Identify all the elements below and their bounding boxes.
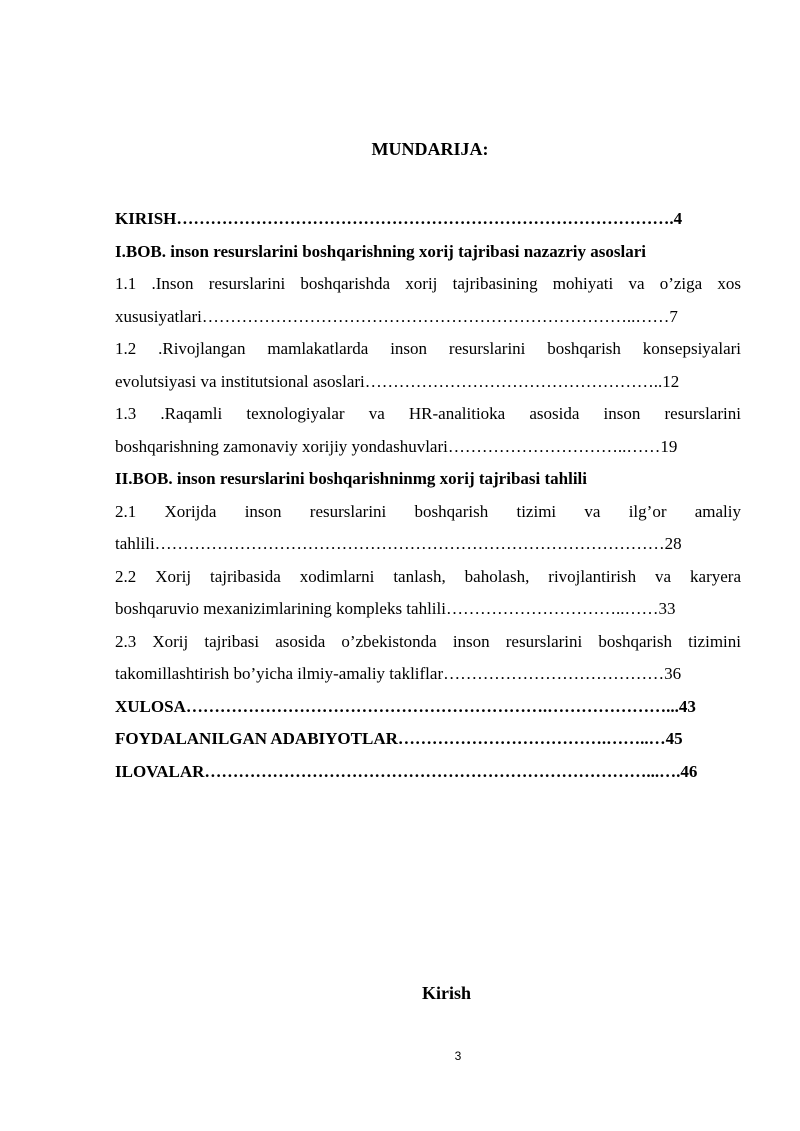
toc-entry-1-3-cont: boshqarishning zamonaviy xorijiy yondashuvlari…………………………..……19	[115, 436, 678, 456]
toc-title: MUNDARIJA:	[371, 139, 489, 159]
toc-entry-2-3: 2.3 Xorij tajribasi asosida o’zbekistonda inson resurslarini boshqarish tizimini	[115, 631, 741, 651]
toc-entry-chapter-1: I.BOB. inson resurslarini boshqarishning xorij tajribasi nazazriy asoslari	[115, 241, 647, 261]
toc-entry-adabiyotlar: FOYDALANILGAN ADABIYOTLAR……………………………….……..…45	[115, 729, 683, 748]
toc-entry-1-1: 1.1 .Inson resurslarini boshqarishda xorij tajribasining mohiyati va o’ziga xos	[115, 274, 741, 293]
toc-entry-1-2-cont: evolutsiyasi va institutsional asoslari……………………………………………..12	[115, 371, 680, 391]
toc-entry-2-2: 2.2 Xorij tajribasida xodimlarni tanlash, baholash, rivojlantirish va karyera	[115, 566, 741, 586]
toc-entry-xulosa: XULOSA……………………………………………………….…………………...43	[115, 696, 696, 716]
toc-entry-2-3-cont: takomillashtirish bo’yicha ilmiy-amaliy takliflar…………………………………36	[115, 664, 682, 683]
toc-entry-ilovalar: ILOVALAR……………………………………………………………………...….46	[115, 761, 698, 781]
toc-entry-2-1-cont: tahlili………………………………………………………………………………28	[115, 534, 682, 553]
toc-entry-1-2: 1.2 .Rivojlangan mamlakatlarda inson resurslarini boshqarish konsepsiyalari	[115, 339, 741, 358]
toc-entry-kirish: KIRISH…………………………………………………………………………….4	[115, 209, 683, 228]
table-of-contents	[115, 203, 741, 788]
toc-entry-1-1-cont: xususiyatlari…………………………………………………………………..……7	[115, 306, 678, 326]
toc-entry-chapter-2: II.BOB. inson resurslarini boshqarishninmg xorij tajribasi tahlili	[115, 469, 587, 488]
toc-entry-2-2-cont: boshqaruvio mexanizimlarining kompleks tahlili…………………………..……33	[115, 599, 676, 618]
toc-entry-2-1: 2.1 Xorijda inson resurslarini boshqarish tizimi va ilg’or amaliy	[115, 501, 741, 521]
page-number: 3	[454, 1049, 462, 1063]
section-heading: Kirish	[421, 983, 471, 1003]
toc-entry-1-3: 1.3 .Raqamli texnologiyalar va HR-analitioka asosida inson resurslarini	[115, 404, 741, 423]
